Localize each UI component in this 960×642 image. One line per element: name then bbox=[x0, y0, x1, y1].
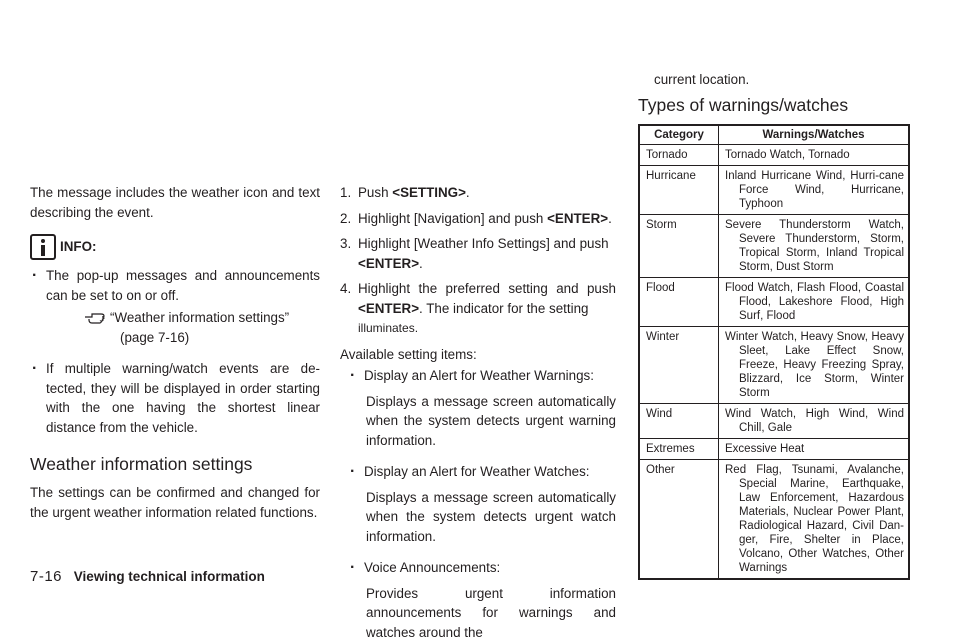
category-cell: Extremes bbox=[639, 438, 719, 459]
table-row bbox=[639, 459, 909, 579]
section-heading: Weather information settings bbox=[30, 454, 253, 474]
info-icon bbox=[30, 234, 56, 260]
info-label: INFO: bbox=[60, 239, 97, 255]
table-row bbox=[639, 165, 909, 214]
category-cell: Other bbox=[639, 459, 719, 579]
table-row bbox=[639, 277, 909, 326]
table-row bbox=[639, 144, 909, 165]
category-cell: Flood bbox=[639, 277, 719, 326]
warnings-cell: Wind Watch, High Wind, Wind Chill, Gale bbox=[719, 403, 910, 438]
table-header: Category bbox=[639, 125, 719, 145]
info-bullet-2: . If multiple warning/watch events are de-tected, they will be displayed in order starting with the one having the shortest linear distance from the vehicle. bbox=[30, 359, 320, 437]
table-header: Warnings/Watches bbox=[719, 125, 910, 145]
footer-section-title: Viewing technical information bbox=[73, 569, 265, 584]
info-header bbox=[30, 234, 320, 260]
setting-item: . Display an Alert for Weather Warnings: Displays a message screen automatically when the system detects urgent warning information. bbox=[340, 366, 616, 450]
info-bullet-1: . The pop-up messages and announcements can be set to on or off. bbox=[30, 266, 320, 305]
category-cell: Hurricane bbox=[639, 165, 719, 214]
category-cell: Storm bbox=[639, 214, 719, 277]
warnings-cell: Excessive Heat bbox=[719, 438, 910, 459]
items-label: Available setting items: bbox=[340, 346, 477, 362]
warnings-cell: Winter Watch, Heavy Snow, Heavy Sleet, Lake Effect Snow, Freeze, Heavy Freezing Spray, Blizzard, Ice Storm, Winter Storm bbox=[719, 326, 910, 403]
step-3: 3. Highlight [Weather Info Settings] and push <ENTER>. bbox=[340, 236, 609, 271]
table-row bbox=[639, 326, 909, 403]
table-heading: Types of warnings/watches bbox=[638, 94, 849, 115]
warnings-cell: Inland Hurricane Wind, Hurri-cane Force Wind, Hurricane, Typhoon bbox=[719, 165, 910, 214]
category-cell: Winter bbox=[639, 326, 719, 403]
reference-title: “Weather information settings” bbox=[110, 310, 290, 325]
step-1: 1. Push <SETTING>. bbox=[340, 185, 470, 200]
continued-text: current location. bbox=[654, 72, 750, 87]
right-column bbox=[638, 70, 911, 580]
reference-page: (page 7-16) bbox=[120, 329, 190, 345]
left-column bbox=[30, 183, 320, 522]
warnings-cell: Tornado Watch, Tornado bbox=[725, 148, 850, 161]
category-cell: Wind bbox=[639, 403, 719, 438]
setting-item: . Display an Alert for Weather Watches: Displays a message screen automatically when the system detects urgent watch information. bbox=[340, 462, 616, 546]
page-number: 7-16 bbox=[30, 568, 63, 585]
warnings-cell: Flood Watch, Flash Flood, Coastal Flood, Lakeshore Flood, High Surf, Flood bbox=[719, 277, 910, 326]
table-header-row bbox=[639, 125, 909, 145]
setting-item: . Voice Announcements: Provides urgent information announcements for warnings and watches around the bbox=[340, 558, 616, 642]
table-row bbox=[639, 438, 909, 459]
table-row bbox=[639, 214, 909, 277]
section-text: The settings can be confirmed and changed for the urgent weather information related functions. bbox=[30, 485, 320, 520]
warnings-table bbox=[638, 124, 910, 580]
page-reference bbox=[30, 308, 320, 347]
intro-text: The message includes the weather icon and text describing the event. bbox=[30, 185, 320, 220]
pointing-hand-icon bbox=[84, 310, 106, 324]
warnings-cell: Red Flag, Tsunami, Avalanche, Special Marine, Earthquake, Law Enforcement, Hazardous Materials, Nuclear Power Plant, Radiological Hazard, Civil Dan-ger, Fire, Shelter in Place, Volcano, Other Watches, Other Warnings bbox=[719, 459, 910, 579]
step-2: 2. Highlight [Navigation] and push <ENTER>. bbox=[340, 210, 612, 226]
warnings-cell: Severe Thunderstorm Watch, Severe Thunderstorm, Storm, Tropical Storm, Inland Tropical Storm, Dust Storm bbox=[719, 214, 910, 277]
middle-column bbox=[340, 183, 616, 642]
step-4: 4. Highlight the preferred setting and push <ENTER>. The indicator for the setting illuminates. bbox=[340, 281, 616, 335]
category-cell: Tornado bbox=[639, 144, 719, 165]
table-row bbox=[639, 403, 909, 438]
page-footer bbox=[30, 568, 265, 585]
